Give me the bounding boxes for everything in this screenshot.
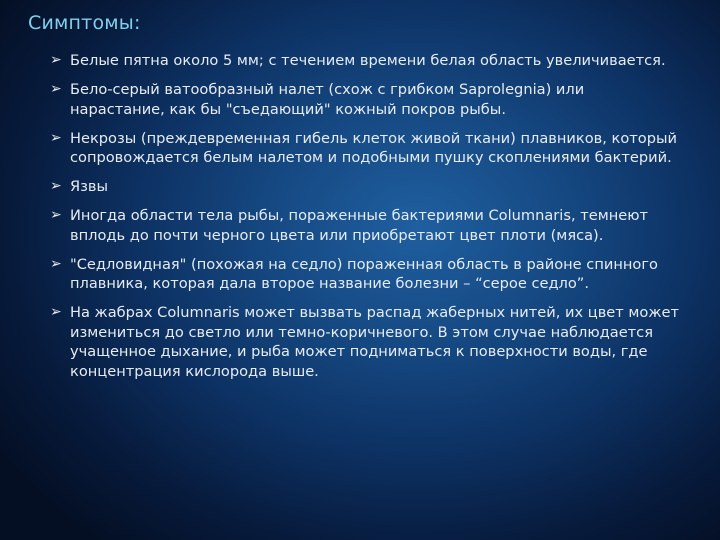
list-item [50, 206, 680, 245]
list-item [50, 129, 680, 168]
list-item [50, 51, 680, 71]
arrow-bullet-icon: ➢ [50, 255, 62, 272]
list-item [50, 255, 680, 294]
list-item [50, 80, 680, 119]
list-item [50, 177, 680, 197]
list-item-text: На жабрах Columnaris может вызвать распад жаберных нитей, их цвет может измениться до светло или темно-коричневого. В этом случае наблюдается учащенное дыхание, и рыба может подниматься к поверхности воды, где концентрация кислорода выше. [70, 304, 679, 380]
arrow-bullet-icon: ➢ [50, 129, 62, 146]
list-item-text: Язвы [70, 178, 109, 195]
arrow-bullet-icon: ➢ [50, 52, 62, 68]
arrow-bullet-icon: ➢ [50, 304, 62, 320]
list-item-text: "Седловидная" (похожая на седло) пораженная область в районе спинного плавника, которая дала второе название болезни – “серое седло”. [70, 255, 658, 292]
arrow-bullet-icon: ➢ [50, 207, 62, 223]
list-item-text: Бело-серый ватообразный налет (схож с грибком Saprolegnia) или нарастание, как бы "съедающий" кожный покров рыбы. [70, 81, 585, 118]
slide-title: Симптомы: [28, 12, 141, 34]
list-item-text: Иногда области тела рыбы, пораженные бактериями Columnaris, темнеют вплодь до почти черного цвета или приобретают цвет плоти (мяса). [70, 207, 649, 244]
arrow-bullet-icon: ➢ [50, 81, 62, 97]
arrow-bullet-icon: ➢ [50, 178, 62, 194]
list-item-text: Белые пятна около 5 мм; с течением времени белая область увеличивается. [70, 52, 666, 69]
list-item-text: Некрозы (преждевременная гибель клеток живой ткани) плавников, который сопровождается белым налетом и подобными пушку скоплениями бактерий. [70, 129, 677, 166]
list-item [50, 303, 680, 381]
symptoms-list [50, 51, 680, 391]
